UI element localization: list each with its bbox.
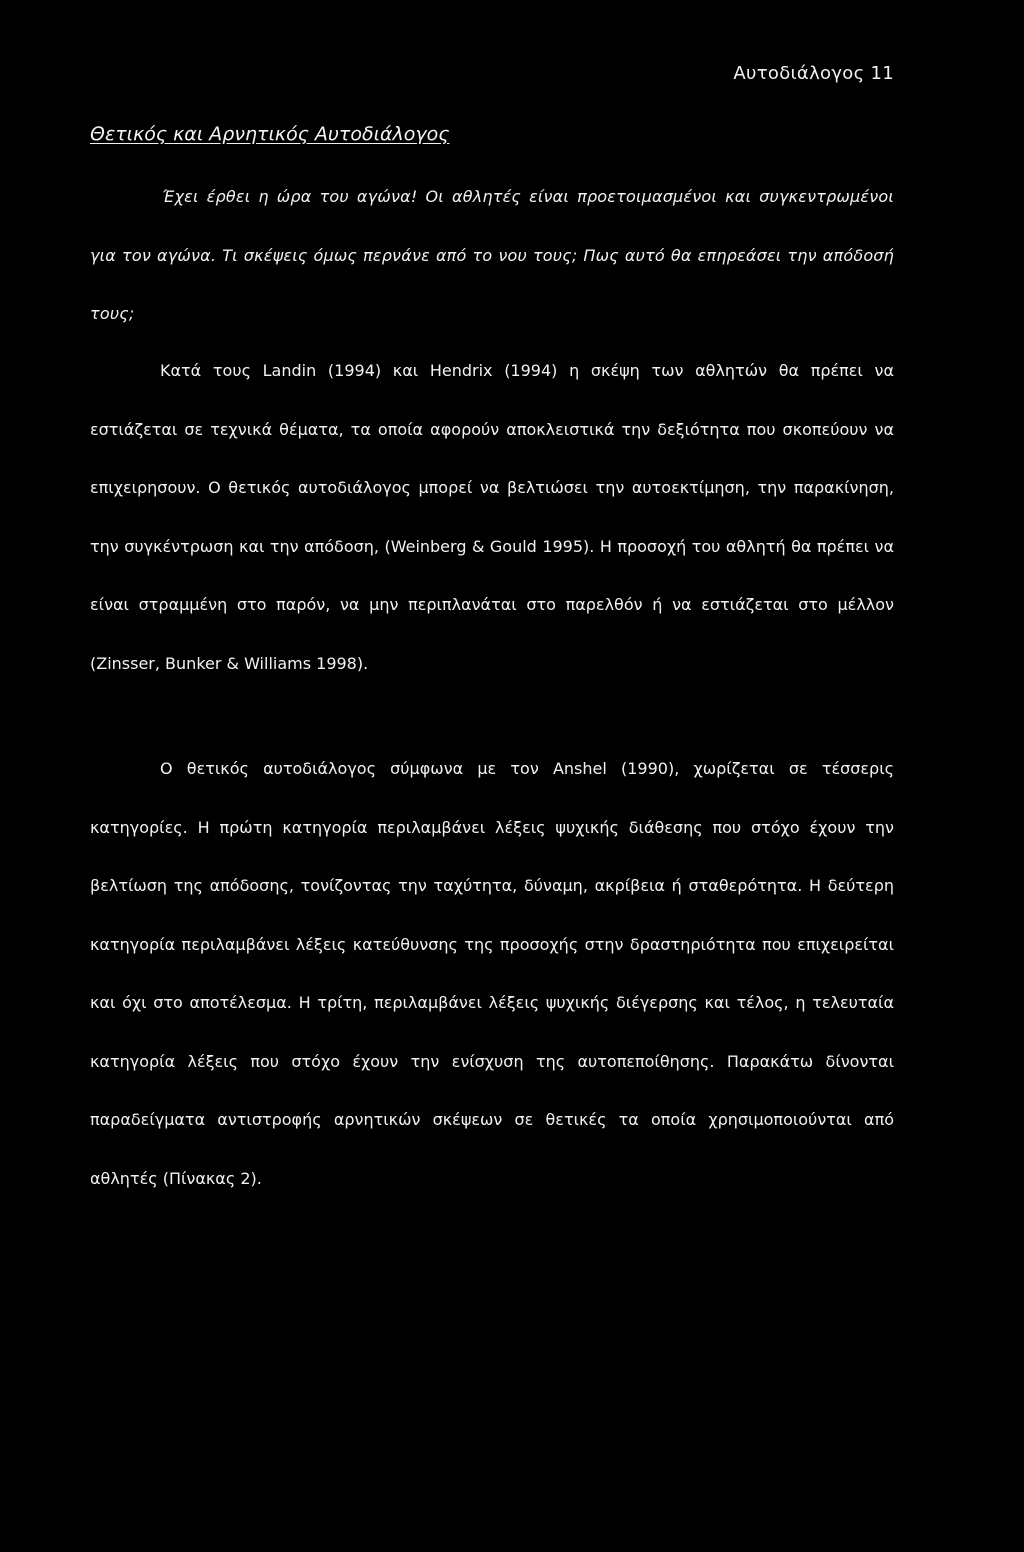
body-paragraph-1: Κατά τους Landin (1994) και Hendrix (1994) η σκέψη των αθλητών θα πρέπει να εστιάζεται σε τεχνικά θέματα, τα οποία αφορούν αποκλειστικά την δεξιότητα που σκοπεύουν να επιχειρησουν. Ο θετικός αυτοδιάλογος μπορεί να βελτιώσει την αυτοεκτίμηση, την παρακίνηση, την συγκέντρωση και την απόδοση, (Weinberg & Gould 1995). Η προσοχή του αθλητή θα πρέπει να είναι στραμμένη στο παρόν, να μην περιπλανάται στο παρελθόν ή να εστιάζεται στο μέλλον (Zinsser, Bunker & Williams 1998).	[90, 361, 894, 673]
running-header: Αυτοδιάλογος 11	[733, 63, 894, 84]
body-paragraph-2: Ο θετικός αυτοδιάλογος σύμφωνα με τον Anshel (1990), χωρίζεται σε τέσσερις κατηγορίες. Η πρώτη κατηγορία περιλαμβάνει λέξεις ψυχικής διάθεσης που στόχο έχουν την βελτίωση της απόδοσης, τονίζοντας την ταχύτητα, δύναμη, ακρίβεια ή σταθερότητα. Η δεύτερη κατηγορία περιλαμβάνει λέξεις κατεύθυνσης της προσοχής στην δραστηριότητα που επιχειρείται και όχι στο αποτέλεσμα. Η τρίτη, περιλαμβάνει λέξεις ψυχικής διέγερσης και τέλος, η τελευταία κατηγορία λέξεις που στόχο έχουν την ενίσχυση της αυτοπεποίθησης. Παρακάτω δίνονται παραδείγματα αντιστροφής αρνητικών σκέψεων σε θετικές τα οποία χρησιμοποιούνται από αθλητές (Πίνακας 2).	[90, 759, 894, 1188]
section-heading: Θετικός και Αρνητικός Αυτοδιάλογος	[90, 123, 450, 145]
intro-paragraph: Έχει έρθει η ώρα του αγώνα! Οι αθλητές είναι προετοιμασμένοι και συγκεντρωμένοι για τον αγώνα. Τι σκέψεις όμως περνάνε από το νου τους; Πως αυτό θα επηρεάσει την απόδοσή τους;	[90, 187, 894, 323]
